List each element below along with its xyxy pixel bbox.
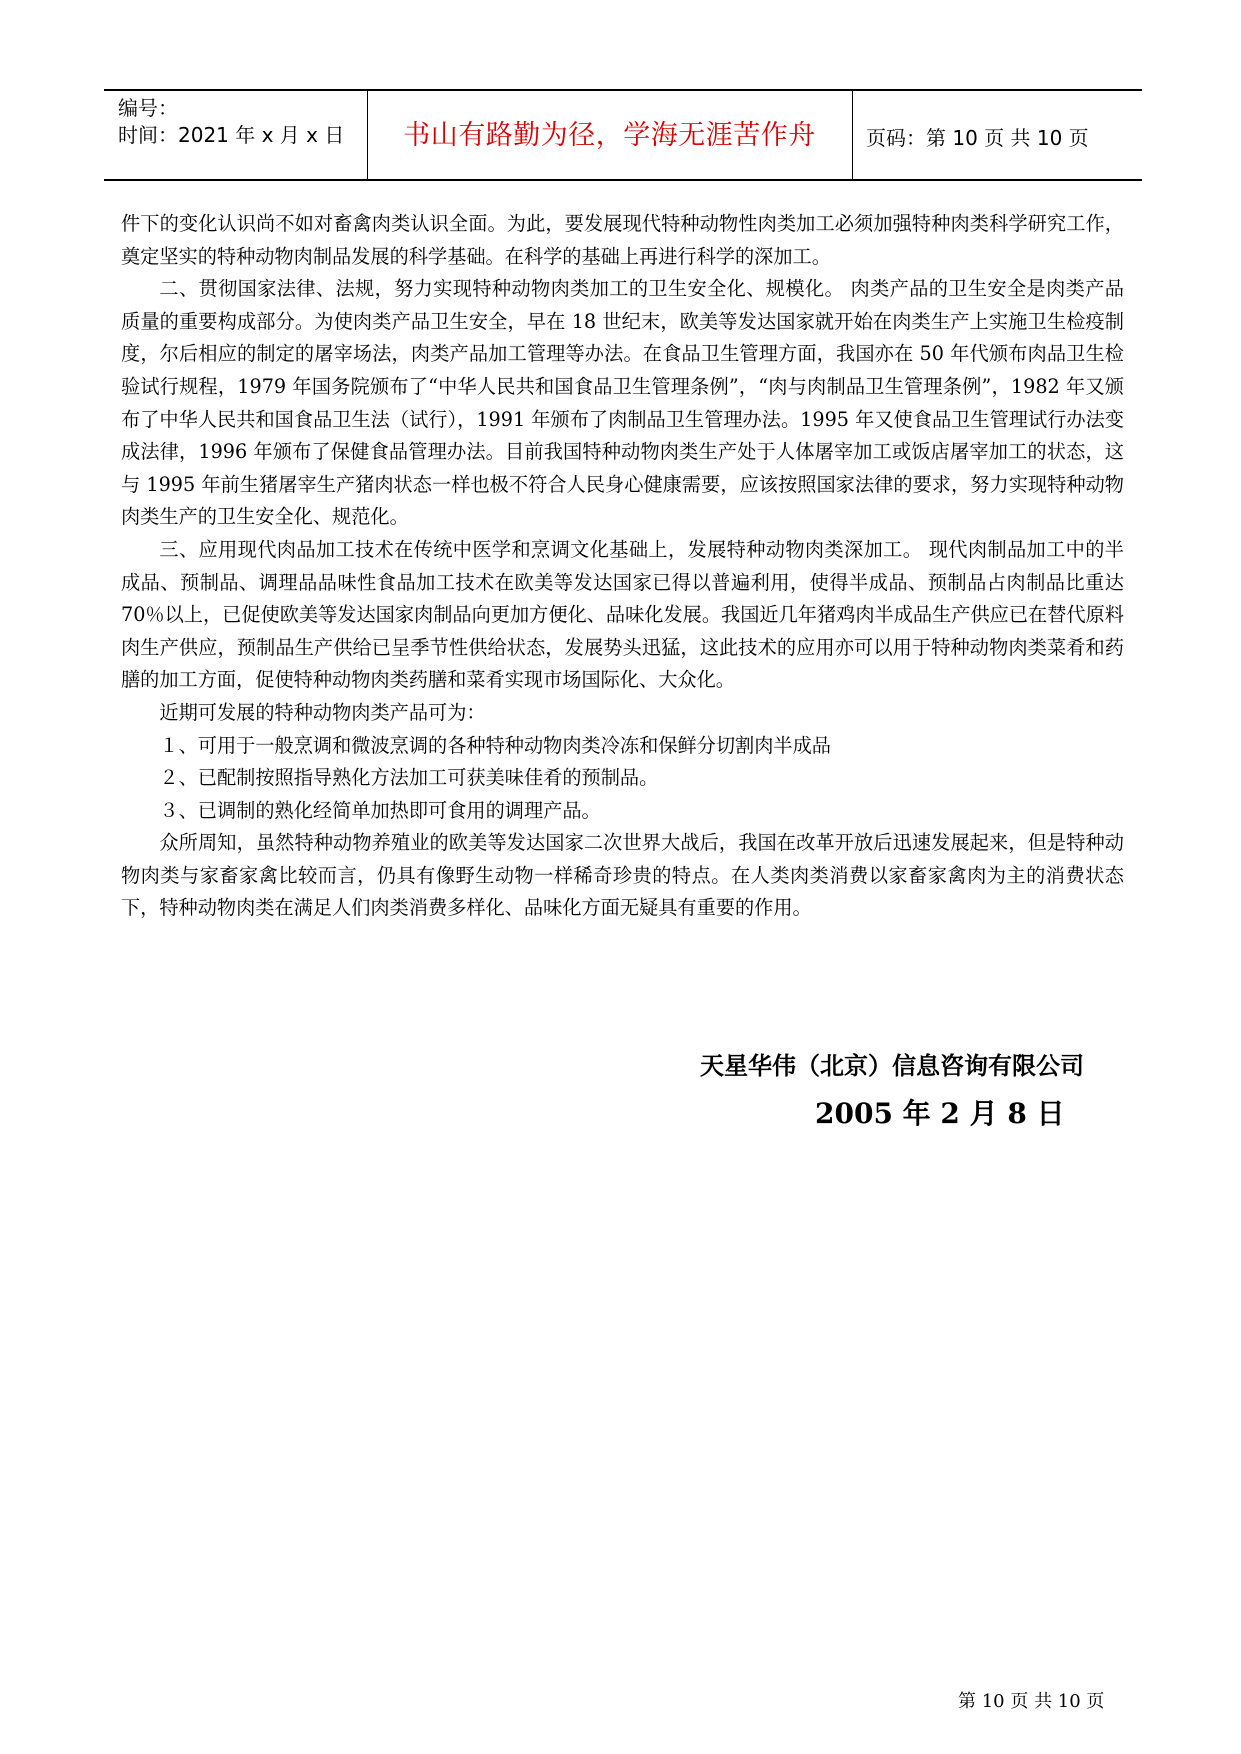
body-paragraph: 二、贯彻国家法律、法规，努力实现特种动物肉类加工的卫生安全化、规模化。 肉类产品的卫生安全是肉类产品质量的重要构成部分。为使肉类产品卫生安全，早在 18 世纪末，欧美等发达国家就开始在肉类生产上实施卫生检疫制度，尔后相应的制定的屠宰场法，肉类产品加工管理等办法。在食品卫生管理方面，我国亦在 50 年代颁布肉品卫生检验试行规程，1979 年国务院颁布了“中华人民共和国食品卫生管理条例”，“肉与肉制品卫生管理条例”，1982 年又颁布了中华人民共和国食品卫生法（试行），1991 年颁布了肉制品卫生管理办法。1995 年又使食品卫生管理试行办法变成法律，1996 年颁布了保健食品管理办法。目前我国特种动物肉类生产处于人体屠宰加工或饭店屠宰加工的状态，这与 1995 年前生猪屠宰生产猪肉状态一样也极不符合人民身心健康需要，应该按照国家法律的要求，努力实现特种动物肉类生产的卫生安全化、规范化。 bbox=[121, 277, 1124, 529]
page-footer: 第 10 页 共 10 页 bbox=[958, 1691, 1105, 1712]
header-right-cell bbox=[852, 91, 1142, 179]
body-paragraph: 三、应用现代肉品加工技术在传统中医学和烹调文化基础上，发展特种动物肉类深加工。 现代肉制品加工中的半成品、预制品、调理品品味性食品加工技术在欧美等发达国家已得以普遍利用，使得半成品、预制品占肉制品比重达 70％以上，已促使欧美等发达国家肉制品向更加方便化、品味化发展。我国近几年猪鸡肉半成品生产供应已在替代原料肉生产供应，预制品生产供给已呈季节性供给状态，发展势头迅猛，这此技术的应用亦可以用于特种动物肉类菜肴和药膳的加工方面，促使特种动物肉类药膳和菜肴实现市场国际化、大众化。 bbox=[121, 537, 1124, 692]
signature-date: 2005 年 2 月 8 日 bbox=[815, 1097, 1065, 1130]
header-middle-cell bbox=[367, 91, 853, 179]
header-left-cell bbox=[104, 91, 368, 179]
page-header bbox=[104, 89, 1142, 181]
list-item: １、可用于一般烹调和微波烹调的各种特种动物肉类冷冻和保鲜分切割肉半成品 bbox=[159, 733, 831, 757]
signature-company: 天星华伟（北京）信息咨询有限公司 bbox=[700, 1052, 1084, 1080]
document-time-label: 时间：2021 年 x 月 x 日 bbox=[118, 123, 345, 147]
body-paragraph: 众所周知，虽然特种动物养殖业的欧美等发达国家二次世界大战后，我国在改革开放后迅速发展起来，但是特种动物肉类与家畜家禽比较而言，仍具有像野生动物一样稀奇珍贵的特点。在人类肉类消费以家畜家禽肉为主的消费状态下，特种动物肉类在满足人们肉类消费多样化、品味化方面无疑具有重要的作用。 bbox=[121, 831, 1124, 920]
list-item: ３、已调制的熟化经简单加热即可食用的调理产品。 bbox=[159, 798, 601, 822]
document-body bbox=[121, 208, 1124, 925]
document-number-label: 编号： bbox=[118, 96, 178, 120]
body-paragraph: 件下的变化认识尚不如对畜禽肉类认识全面。为此，要发展现代特种动物性肉类加工必须加强特种肉类科学研究工作，奠定坚实的特种动物肉制品发展的科学基础。在科学的基础上再进行科学的深加工。 bbox=[121, 212, 1124, 268]
body-paragraph: 近期可发展的特种动物肉类产品可为： bbox=[159, 700, 486, 724]
header-page-info: 页码：第 10 页 共 10 页 bbox=[866, 126, 1089, 150]
list-item: ２、已配制按照指导熟化方法加工可获美味佳肴的预制品。 bbox=[159, 766, 659, 790]
header-motto: 书山有路勤为径，学海无涯苦作舟 bbox=[403, 120, 816, 151]
